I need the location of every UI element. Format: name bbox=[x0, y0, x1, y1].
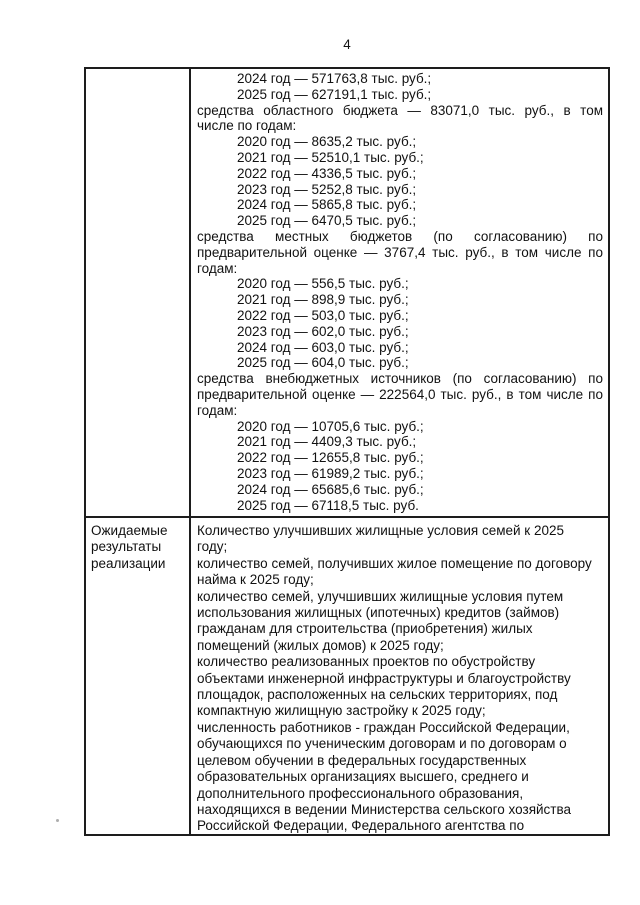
text-line: 2025 год — 6470,5 тыс. руб.; bbox=[237, 213, 417, 229]
row-label-funding bbox=[86, 69, 191, 516]
text-line: 2022 год — 503,0 тыс. руб.; bbox=[237, 307, 409, 323]
row-content-expected-results bbox=[191, 518, 608, 834]
text-line: дополнительного профессионального образования, bbox=[197, 785, 524, 801]
text-line: количество семей, получивших жилое помещение по договору bbox=[197, 555, 592, 571]
page-number: 4 bbox=[343, 37, 351, 52]
text-line: Количество улучшивших жилищные условия семей к 2025 bbox=[197, 523, 564, 538]
text-line: предварительной оценке — 3767,4 тыс. руб., в том числе по bbox=[197, 244, 603, 260]
text-line: объектами инженерной инфраструктуры и благоустройству bbox=[197, 670, 571, 686]
text-line: годам: bbox=[197, 260, 238, 276]
text-line: образовательных организациях высшего, среднего и bbox=[197, 769, 529, 785]
document-table bbox=[84, 67, 610, 836]
text-line: найма к 2025 году; bbox=[197, 572, 314, 588]
text-line: 2024 год — 65685,6 тыс. руб.; bbox=[237, 481, 424, 497]
text-line: 2025 год — 604,0 тыс. руб.; bbox=[237, 355, 409, 371]
text-line: 2020 год — 8635,2 тыс. руб.; bbox=[237, 134, 417, 150]
text-line: 2021 год — 4409,3 тыс. руб.; bbox=[237, 434, 417, 450]
text-line: Российской Федерации, Федерального агентства по bbox=[197, 818, 525, 834]
text-line: 2023 год — 602,0 тыс. руб.; bbox=[237, 323, 409, 339]
text-line: 2025 год — 627191,1 тыс. руб.; bbox=[237, 86, 432, 102]
table-row-funding bbox=[86, 69, 608, 516]
text-line: числе по годам: bbox=[197, 118, 297, 134]
text-line: 2021 год — 898,9 тыс. руб.; bbox=[237, 292, 409, 308]
row-content-funding bbox=[191, 69, 608, 516]
text-line: 2020 год — 10705,6 тыс. руб.; bbox=[237, 418, 424, 434]
text-line: 2022 год — 4336,5 тыс. руб.; bbox=[237, 165, 417, 181]
text-line: средства местных бюджетов (по согласованию) по bbox=[197, 228, 603, 244]
text-line: 2024 год — 571763,8 тыс. руб.; bbox=[237, 71, 432, 86]
table-row-expected-results bbox=[86, 516, 608, 834]
text-line: средства областного бюджета — 83071,0 тыс. руб., в том bbox=[197, 102, 603, 118]
text-line: 2021 год — 52510,1 тыс. руб.; bbox=[237, 149, 424, 165]
text-line: целевом обучении в федеральных государственных bbox=[197, 752, 527, 768]
row-label-expected-results: Ожидаемые результаты реализации bbox=[86, 518, 191, 834]
text-line: количество реализованных проектов по обустройству bbox=[197, 654, 536, 670]
text-line: находящихся в ведении Министерства сельского хозяйства bbox=[197, 801, 572, 817]
text-line: обучающихся по ученическим договорам и по договорам о bbox=[197, 736, 567, 752]
text-line: 2023 год — 61989,2 тыс. руб.; bbox=[237, 465, 424, 481]
text-line: компактную жилищную застройку к 2025 году; bbox=[197, 703, 486, 719]
text-line: 2020 год — 556,5 тыс. руб.; bbox=[237, 276, 409, 292]
text-line: количество семей, улучшивших жилищные условия путем bbox=[197, 588, 564, 604]
text-line: численность работников - граждан Российской Федерации, bbox=[197, 719, 570, 735]
text-line: использования жилищных (ипотечных) кредитов (займов) bbox=[197, 605, 560, 621]
text-line: средства внебюджетных источников (по согласованию) по bbox=[197, 371, 603, 387]
text-line: 2024 год — 5865,8 тыс. руб.; bbox=[237, 197, 417, 213]
text-line: году; bbox=[197, 539, 228, 555]
text-line: 2024 год — 603,0 тыс. руб.; bbox=[237, 339, 409, 355]
text-line: 2022 год — 12655,8 тыс. руб.; bbox=[237, 450, 424, 466]
text-line: помещений (жилых домов) к 2025 году; bbox=[197, 637, 444, 653]
text-line: площадок, расположенных на сельских территориях, под bbox=[197, 687, 558, 703]
scan-speck bbox=[56, 819, 59, 822]
text-line: гражданам для строительства (приобретения) жилых bbox=[197, 621, 533, 637]
text-line: 2023 год — 5252,8 тыс. руб.; bbox=[237, 181, 417, 197]
text-line: предварительной оценке — 222564,0 тыс. руб., в том числе по bbox=[197, 386, 603, 402]
text-line: 2025 год — 67118,5 тыс. руб. bbox=[237, 497, 419, 513]
text-line: годам: bbox=[197, 402, 238, 418]
